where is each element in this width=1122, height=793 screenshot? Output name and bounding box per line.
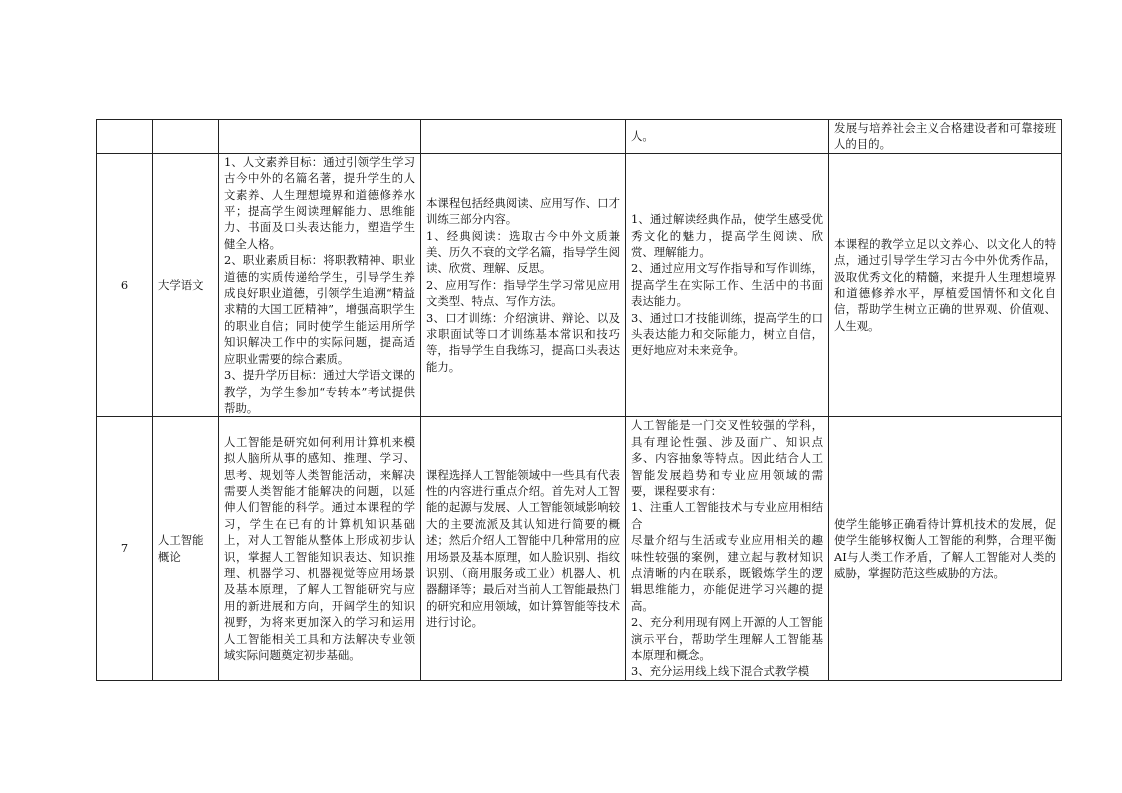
cell-objectives-empty [219,120,421,154]
course-content [421,417,626,681]
course-name: 人工智能概论 [153,417,219,681]
continued-row [97,120,1062,154]
text-line: 课程选择人工智能领域中一些具有代表性的内容进行重点介绍。首先对人工智能的起源与发展、人工智能领域影响较大的主要流派及其认知进行简要的概述；然后介绍人工智能中几种常用的应用场景及基本原理，如人脸识别、指纹识别、（商用服务或工业）机器人、机器翻译等；最后对当前人工智能最热门的研究和应用领域，如计算智能等技术进行讨论。 [426,467,620,630]
text-line: 3、提升学历目标：通过大学语文课的教学，为学生参加“专转本”考试提供帮助。 [224,368,415,415]
text-line: 3、充分运用线上线下混合式教学模 [631,664,810,679]
text-line: 本课程的教学立足以文养心、以文化人的特点，通过引导学生学习古今中外优秀作品，汲取优秀文化的精髓，来提升人生理想境界和道德修养水平，厚植爱国情怀和文化自信，帮助学生树立正确的世界观、价值观、人生观。 [834,236,1056,333]
text-line: 人工智能是研究如何利用计算机来模拟人脑所从事的感知、推理、学习、思考、规划等人类智能活动，来解决需要人类智能才能解决的问题，以延伸人们智能的科学。通过本课程的学习，学生在已有的计算机知识基础上，对人工智能从整体上形成初步认识，掌握人工智能知识表达、知识推理、机器学习、机器视觉等应用场景及基本原理，了解人工智能研究与应用的新进展和方向，开阔学生的知识视野，为将来更加深入的学习和运用人工智能相关工具和方法解决专业领域实际问题奠定初步基础。 [224,434,415,662]
cell-ideology-continued: 发展与培养社会主义合格建设者和可靠接班人的目的。 [829,120,1062,154]
course-number: 6 [97,153,153,417]
cell-content-empty [421,120,626,154]
text-line: 1、注重人工智能技术与专业应用相结合 [631,500,823,531]
text-line: 尽量介绍与生活或专业应用相关的趣味性较强的案例，建立起与教材知识点清晰的内在联系，既锻炼学生的逻辑思维能力，亦能促进学习兴趣的提高。 [631,533,823,613]
course-objectives [219,153,421,417]
text-line: 本课程包括经典阅读、应用写作、口才训练三部分内容。 [426,195,620,227]
course-objectives [219,417,421,681]
table-row [97,153,1062,417]
text-line: 3、口才训练：介绍演讲、辩论、以及求职面试等口才训练基本常识和技巧等，指导学生自我练习，提高口头表达能力。 [426,310,620,374]
text-line: 1、经典阅读：选取古今中外文质兼美、历久不衰的文学名篇，指导学生阅读、欣赏、理解、反思。 [426,228,620,276]
text-line: 2、应用写作：指导学生学习常见应用文类型、特点、写作方法。 [426,277,620,309]
course-requirements [626,153,829,417]
text-line: 2、通过应用文写作指导和写作训练，提高学生在实际工作、生活中的书面表达能力。 [631,261,823,309]
course-number: 7 [97,417,153,681]
text-line: 使学生能够正确看待计算机技术的发展，促使学生能够权衡人工智能的利弊，合理平衡AI与人类工作矛盾，了解人工智能对人类的威胁，掌握防范这些威胁的方法。 [834,516,1056,580]
text-line: 2、充分利用现有网上开源的人工智能演示平台，帮助学生理解人工智能基本原理和概念。 [631,615,823,662]
course-requirements [626,417,829,681]
course-ideology [829,153,1062,417]
text-line: 人工智能是一门交叉性较强的学科，具有理论性强、涉及面广、知识点多、内容抽象等特点。因此结合人工智能发展趋势和专业应用领域的需要，课程要求有： [631,418,823,498]
text-line: 1、通过解读经典作品，使学生感受优秀文化的魅力，提高学生阅读、欣赏、理解能力。 [631,212,823,260]
cell-no-empty [97,120,153,154]
curriculum-table [96,119,1062,681]
text-line: 1、人文素养目标：通过引领学生学习古今中外的名篇名著，提升学生的人文素养、人生理想境界和道德修养水平；提高学生阅读理解能力、思维能力、书面及口头表达能力，塑造学生健全人格。 [224,154,415,251]
table-row [97,417,1062,681]
text-line: 2、职业素质目标：将职教精神、职业道德的实质传递给学生，引导学生养成良好职业道德，引领学生追溯“精益求精的大国工匠精神”，增强高职学生的职业自信；同时使学生能运用所学知识解决工作中的实际问题，提高适应职业需要的综合素质。 [224,253,415,366]
cell-requirements-continued: 人。 [626,120,829,154]
course-name: 大学语文 [153,153,219,417]
course-content [421,153,626,417]
text-line: 3、通过口才技能训练，提高学生的口头表达能力和交际能力，树立自信，更好地应对未来竞争。 [631,310,823,358]
cell-name-empty [153,120,219,154]
course-ideology [829,417,1062,681]
